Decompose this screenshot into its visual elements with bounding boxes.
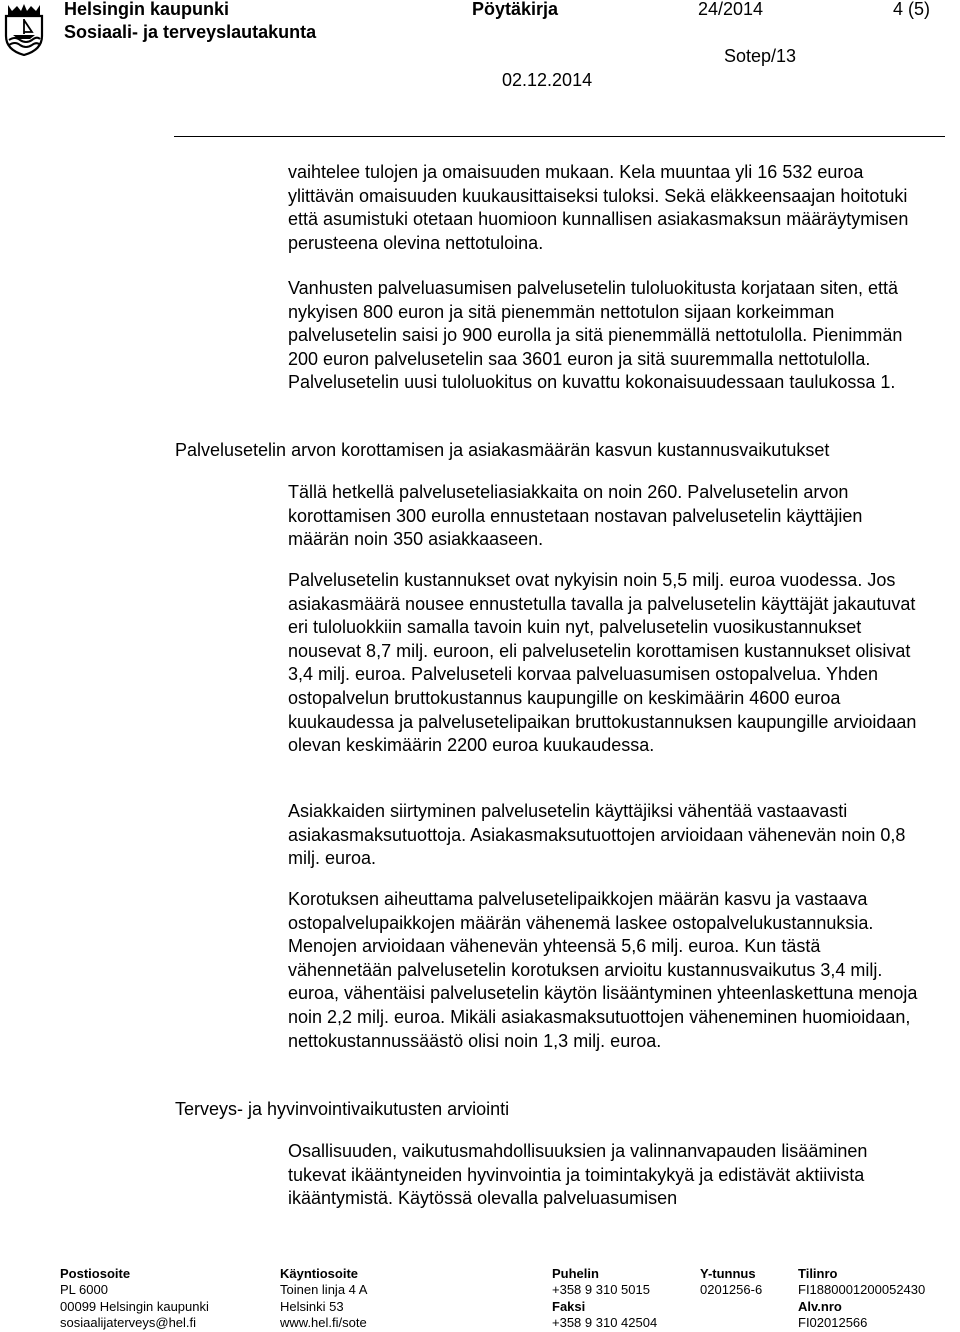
footer-vat-value: FI02012566 (798, 1314, 868, 1330)
footer-visiting-label: Käyntiosoite (280, 1266, 359, 1281)
paragraph-voucher-costs: Palvelusetelin kustannukset ovat nykyisin noin 5,5 milj. euroa vuodessa. Jos asiakasmäärä nousee ennustetulla tavalla ja palvelusetelin käyttäjät jakautuvat eri tuloluokkiin samalla tavoin kuin nyt, palvelusetelin vuosikustannukset nousevat 8,7 milj. euroon, eli palvelusetelin korottamisen kustannukset olisivat 3,4 milj. euroa. Palveluseteli korvaa palveluasumisen ostopalvelua. Yhden ostopalvelun bruttokustannus kaupungille on keskimäärin 4600 euroa kuukaudessa ja palvelusetelipaikan bruttokustannuksen kaupungille arvioidaan olevan keskimäärin 2200 euroa kuukaudessa. (288, 570, 917, 756)
footer-account-value: FI1880001200052430 (798, 1282, 926, 1298)
document-type: Pöytäkirja (472, 0, 559, 19)
footer-fax-label: Faksi (552, 1298, 586, 1314)
footer-website: www.hel.fi/sote (280, 1314, 367, 1330)
footer-postal-line-1: PL 6000 (60, 1282, 108, 1298)
paragraph-voucher-income-classification: Vanhusten palveluasumisen palvelusetelin tuloluokitusta korjataan siten, että nykyisen 800 euron ja sitä pienemmän nettotulon sijaan korkeimman palvelusetelin saisi jo 900 eurolla ja sitä pienemmällä nettotulolla. Pienimmän 200 euron palvelusetelin saa 3601 euron ja sitä suuremmalla nettotulolla. Palvelusetelin uusi tuloluokitus on kuvattu kokonaisuudessaan taulukossa 1. (288, 278, 903, 393)
footer-visiting-line-2: Helsinki 53 (280, 1298, 344, 1314)
paragraph-client-fees: Asiakkaiden siirtyminen palvelusetelin käyttäjiksi vähentää vastaavasti asiakasmaksutuottoja. Asiakasmaksutuottojen arvioidaan vähenevän noin 0,8 milj. euroa. (288, 801, 906, 869)
footer-visiting-line-1: Toinen linja 4 A (280, 1282, 368, 1298)
footer-vat-label: Alv.nro (798, 1298, 842, 1314)
footer-phone-value: +358 9 310 5015 (552, 1282, 650, 1298)
section-heading-health-impacts: Terveys- ja hyvinvointivaikutusten arviointi (175, 1099, 510, 1119)
meeting-number: 24/2014 (698, 0, 764, 19)
helsinki-crest-logo (2, 2, 46, 56)
section-heading-cost-impacts: Palvelusetelin arvon korottamisen ja asiakasmäärän kasvun kustannusvaikutukset (175, 440, 830, 460)
footer-account-label: Tilinro (798, 1266, 838, 1281)
footer-phone-fax (552, 1266, 657, 1331)
organization-name: Helsingin kaupunki (64, 0, 230, 19)
footer-business-id-value: 0201256-6 (700, 1282, 763, 1298)
paragraph-income-assets: vaihtelee tulojen ja omaisuuden mukaan. Kela muuntaa yli 16 532 euroa ylittävän omaisuuden kuukausittaiseksi tuloksi. Sekä eläkkeensaajan hoitotuki että asumistuki otetaan huomioon kunnallisen asiakasmaksun määräytymisen perusteena olevina nettotuloina. (288, 162, 909, 253)
meeting-date: 02.12.2014 (502, 70, 593, 90)
footer-visiting-address (280, 1266, 367, 1331)
paragraph-client-count: Tällä hetkellä palveluseteliasiakkaita on noin 260. Palvelusetelin arvon korottamisen 300 eurolla ennustetaan nostavan palvelusetelin käyttäjien määrän noin 350 asiakkaaseen. (288, 482, 863, 550)
committee-name: Sosiaali- ja terveyslautakunta (64, 22, 317, 42)
paragraph-net-savings: Korotuksen aiheuttama palvelusetelipaikkojen määrän kasvu ja vastaava ostopalvelupaikkojen määrän vähenemä laskee ostopalvelukustannuksia. Menojen arvioidaan vähenevän yhteensä 5,6 milj. euroa. Kun tästä vähennetään palvelusetelin korotuksen arvioitu kustannusvaikutus 3,4 milj. euroa, vähentäisi palvelusetelin käytön lisääntyminen yhteenlaskettuna menoja noin 2,2 milj. euroa. Mikäli asiakasmaksutuottojen väheneminen huomioidaan, nettokustannussäästö olisi noin 1,3 milj. euroa. (288, 889, 918, 1051)
footer-business-id-label: Y-tunnus (700, 1266, 756, 1281)
section-number: Sotep/13 (724, 46, 797, 66)
footer-email: sosiaalijaterveys@hel.fi (60, 1314, 197, 1330)
footer-business-id (700, 1266, 762, 1299)
footer-postal-label: Postiosoite (60, 1266, 131, 1281)
footer-phone-label: Puhelin (552, 1266, 599, 1281)
page-number: 4 (5) (893, 0, 931, 19)
header-divider (174, 136, 945, 137)
paragraph-wellbeing: Osallisuuden, vaikutusmahdollisuuksien ja valinnanvapauden lisääminen tukevat ikääntyneiden hyvinvointia ja toimintakykyä ja edistävät aktiivista ikääntymistä. Käytössä olevalla palveluasumisen (288, 1141, 868, 1209)
footer-fax-value: +358 9 310 42504 (552, 1314, 658, 1330)
footer-account-vat (798, 1266, 925, 1331)
footer-postal-line-2: 00099 Helsingin kaupunki (60, 1298, 209, 1314)
footer-postal-address (60, 1266, 209, 1331)
